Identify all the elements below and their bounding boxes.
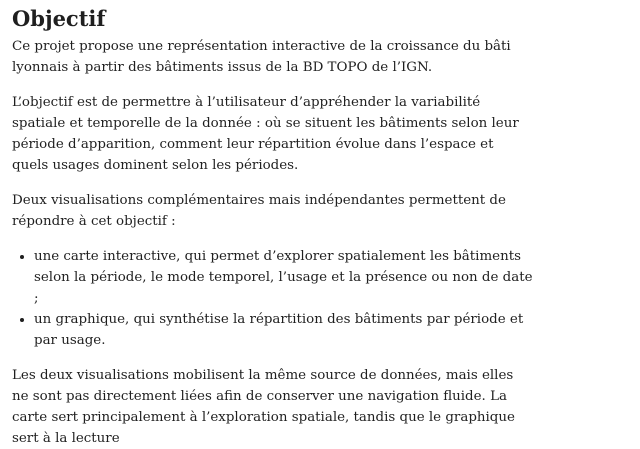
list-item-map: • une carte interactive, qui permet d’explorer spatialement les bâtiments selon la période, le mode temporel, l’usage et la présence ou non de date ; bbox=[34, 246, 534, 309]
closing-paragraph: Les deux visualisations mobilisent la même source de données, mais elles ne sont pas directement liées afin de conserver une navigation fluide. La carte sert principalement à l’exploration spatiale, tandis que le graphique sert à la lecture bbox=[12, 368, 515, 446]
list-item-chart: • un graphique, qui synthétise la répartition des bâtiments par période et par usage. bbox=[34, 309, 534, 351]
visualisations-list bbox=[12, 246, 534, 351]
intro-paragraph: Ce projet propose une représentation interactive de la croissance du bâti lyonnais à partir des bâtiments issus de la BD TOPO de l’IGN. bbox=[12, 39, 511, 75]
visualisations-paragraph: Deux visualisations complémentaires mais indépendantes permettent de répondre à cet objectif : bbox=[12, 193, 506, 229]
objective-paragraph: L’objectif est de permettre à l’utilisateur d’appréhender la variabilité spatiale et temporelle de la donnée : où se situent les bâtiments selon leur période d’apparition, comment leur répartition évolue dans l’espace et quels usages dominent selon les périodes. bbox=[12, 95, 519, 173]
section-heading: Objectif bbox=[12, 6, 106, 31]
